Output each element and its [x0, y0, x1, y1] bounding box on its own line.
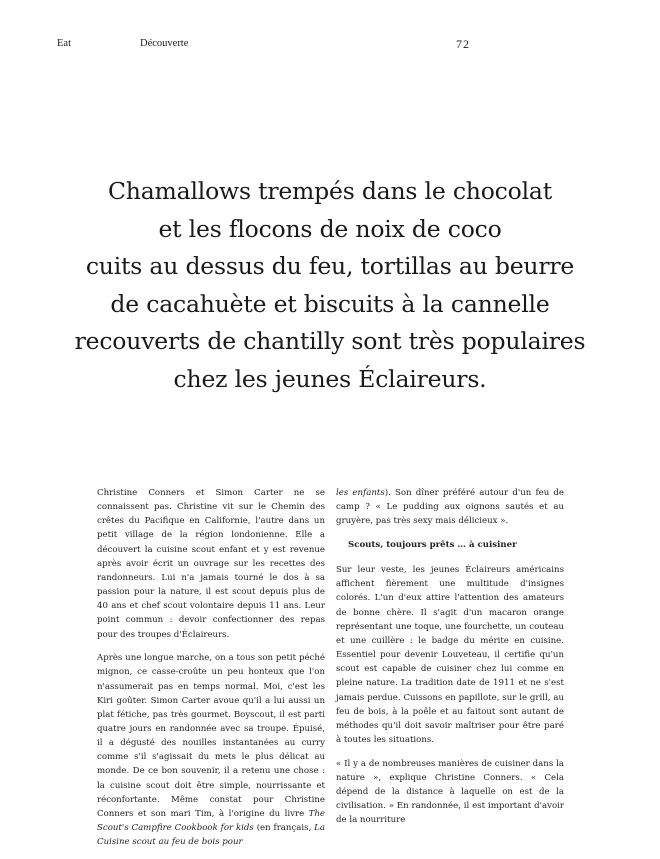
paragraph-text: ). Son dîner préféré autour d'un feu de camp ? « Le pudding aux oignons sautés et au gruyère, pas très sexy mais délicieux ». — [336, 488, 564, 527]
paragraph — [97, 651, 325, 849]
pull-quote-line: et les flocons de noix de coco — [158, 214, 502, 243]
paragraph-text: Après une longue marche, on a tous son petit péché mignon, ce casse-croûte un peu honteux que l'on n'assumerait pas en temps normal. Moi, c'est les Kiri goûter. Simon Carter avoue qu'il a lui aussi un plat fétiche, pas très gourmet. Boyscout, il est parti quatre jours en randonnée avec sa troupe. Épuisé, il a dégusté des nouilles instantanées au curry comme s'il s'agissait du mets le plus délicat au monde. De ce bon souvenir, il a retenu une chose : la cuisine scout doit être simple, nourrissante et réconfortante. Même constat pour Christine Conners et son mari Tim, à l'origine du livre — [97, 653, 325, 819]
book-title-continued: les enfants — [336, 488, 385, 498]
book-title: The Scout's Campfire Cookbook for kids — [97, 808, 325, 834]
paragraph: Sur leur veste, les jeunes Éclaireurs américains affichent fièrement une multitude d'insignes colorés. L'un d'eux attire l'attention des amateurs de bonne chère. Il s'agit d'un macaron orange représentant une toque, une fourchette, un couteau et une cuillère : le badge du mérite en cuisine. Essentiel pour devenir Louveteau, il certifie qu'un scout est capable de cuisiner chez lui comme en pleine nature. La tradition date de 1911 et ne s'est jamais perdue. Cuissons en papillote, sur le grill, au feu de bois, à la poêle et au faitout sont autant de méthodes qu'il doit savoir maîtriser pour être paré à toutes les situations. — [336, 565, 564, 745]
pull-quote-line: cuits au dessus du feu, tortillas au beurre — [85, 252, 575, 281]
paragraph: « Il y a de nombreuses manières de cuisiner dans la nature », explique Christine Conners. « Cela dépend de la distance à laquelle on est de la civilisation. » En randonnée, il est important d'avoir de la nourriture — [336, 758, 564, 826]
book-title-french: La Cuisine scout au feu de bois pour — [97, 823, 325, 848]
section-label: Eat — [57, 38, 71, 49]
section-subhead: Scouts, toujours prêts … à cuisiner — [348, 539, 517, 550]
article-column-left — [97, 486, 325, 859]
paragraph — [336, 486, 564, 528]
paragraph-text: (en français, — [253, 823, 315, 834]
running-header — [0, 38, 660, 54]
page-number: 72 — [456, 37, 470, 51]
category-label: Découverte — [140, 38, 189, 49]
pull-quote — [30, 173, 630, 399]
paragraph: Christine Conners et Simon Carter ne se connaissent pas. Christine vit sur le Chemin des crêtes du Pacifique en Californie, l'autre dans un petit village de la région londonienne. Elle a découvert la cuisine scout enfant et y est revenue après avoir écrit un ouvrage sur les recettes des randonneurs. Lui n'a jamais tourné le dos à sa passion pour la nature, il est scout depuis plus de 40 ans et chef scout volontaire depuis 11 ans. Leur point commun : devoir confectionner des repas pour des troupes d'Éclaireurs. — [97, 488, 325, 640]
article-column-right — [336, 486, 564, 837]
pull-quote-line: recouverts de chantilly sont très populaires — [74, 327, 586, 356]
pull-quote-line: de cacahuète et biscuits à la cannelle — [110, 289, 550, 318]
pull-quote-line: Chamallows trempés dans le chocolat — [108, 177, 552, 205]
pull-quote-line: chez les jeunes Éclaireurs. — [173, 364, 487, 393]
